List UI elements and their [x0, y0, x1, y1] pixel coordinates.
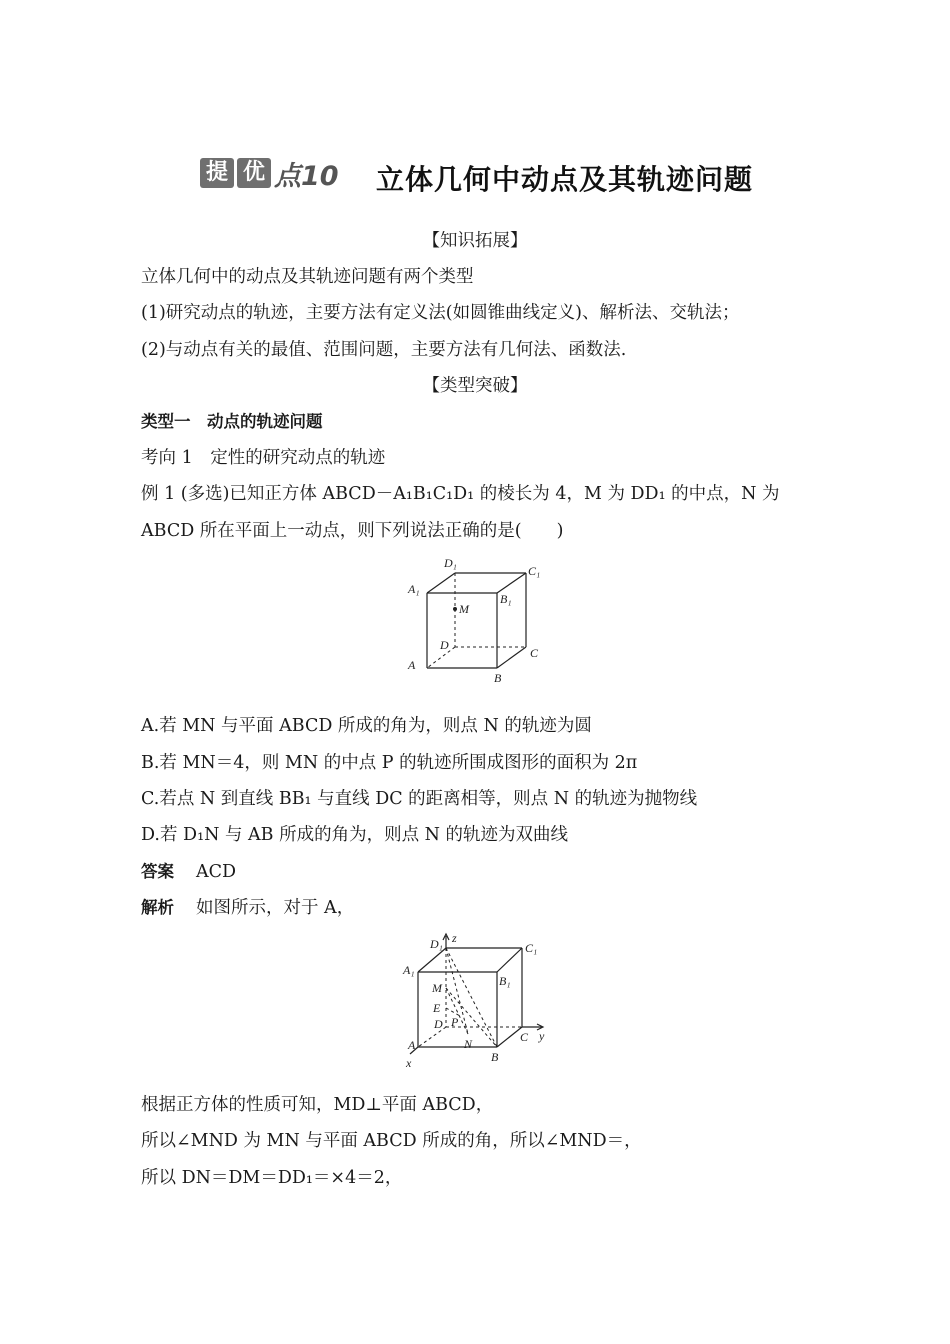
badge-label: 点10 [274, 161, 339, 192]
page-title: 立体几何中动点及其轨迹问题 [376, 163, 754, 196]
label-a: A [408, 658, 416, 672]
label-b: B [494, 671, 502, 685]
edge-a1d1 [418, 948, 446, 972]
badge-char-2: 优 [237, 158, 271, 188]
option-b: B.若 MN＝4，则 MN 的中点 P 的轨迹所围成图形的面积为 2π [141, 753, 638, 773]
label-c1: C₁ [525, 941, 538, 955]
point-m [453, 607, 457, 611]
label-d1: D₁ [444, 556, 457, 570]
label-b1: B₁ [499, 974, 511, 988]
label-z: z [452, 931, 457, 945]
label-e: E [433, 1001, 441, 1015]
option-a: A.若 MN 与平面 ABCD 所成的角为，则点 N 的轨迹为圆 [141, 716, 592, 736]
edge-c1b1 [497, 573, 526, 593]
page-header [0, 152, 950, 202]
label-m: M [459, 602, 469, 616]
label-d: D [440, 638, 449, 652]
edge-cb [497, 647, 526, 668]
label-a1: A₁ [403, 963, 415, 977]
solution-line-3: 所以 DN＝DM＝DD₁＝×4＝2， [141, 1168, 403, 1188]
types-heading: 【类型突破】 [422, 376, 528, 396]
label-b: B [491, 1050, 499, 1064]
label-p: P [451, 1015, 459, 1029]
knowledge-item-2: (2)与动点有关的最值、范围问题，主要方法有几何法、函数法. [141, 340, 627, 360]
label-x: x [406, 1056, 412, 1070]
type-1-heading: 类型一 动点的轨迹问题 [141, 412, 323, 431]
badge-char-1: 提 [200, 158, 234, 188]
label-c: C [530, 646, 539, 660]
label-d: D [434, 1017, 443, 1031]
option-d: D.若 D₁N 与 AB 所成的角为，则点 N 的轨迹为双曲线 [141, 825, 569, 845]
knowledge-heading: 【知识拓展】 [422, 231, 528, 251]
answer-label: 答案 [141, 862, 174, 881]
analysis-text: 如图所示，对于 A， [196, 898, 355, 918]
analysis-label: 解析 [141, 898, 174, 917]
option-c: C.若点 N 到直线 BB₁ 与直线 DC 的距离相等，则点 N 的轨迹为抛物线 [141, 789, 698, 809]
knowledge-intro: 立体几何中的动点及其轨迹问题有两个类型 [141, 267, 474, 287]
edge-a1d1 [427, 573, 455, 593]
answer-value: ACD [196, 862, 237, 882]
analysis-row [141, 896, 354, 920]
label-m: M [432, 981, 442, 995]
cube-figure-1 [400, 553, 560, 688]
edge-c1b1 [497, 948, 522, 972]
label-a: A [408, 1038, 416, 1052]
label-d1: D₁ [430, 937, 443, 951]
label-c: C [520, 1030, 529, 1044]
solution-line-1: 根据正方体的性质可知，MD⊥平面 ABCD， [141, 1095, 494, 1115]
edge-cb [497, 1027, 522, 1047]
direction-1-heading: 考向 1 定性的研究动点的轨迹 [141, 448, 386, 468]
solution-line-2: 所以∠MND 为 MN 与平面 ABCD 所成的角，所以∠MND＝， [141, 1131, 642, 1151]
label-n: N [464, 1037, 473, 1051]
knowledge-item-1: (1)研究动点的轨迹，主要方法有定义法(如圆锥曲线定义)、解析法、交轨法； [141, 303, 740, 323]
example-line-2: ABCD 所在平面上一动点，则下列说法正确的是( ) [141, 521, 564, 541]
label-y: y [539, 1029, 545, 1043]
cube-figure-2 [400, 930, 560, 1075]
example-line-1: 例 1 (多选)已知正方体 ABCD－A₁B₁C₁D₁ 的棱长为 4，M 为 DD₁ 的中点，N 为 [141, 484, 780, 504]
label-a1: A₁ [408, 582, 420, 596]
answer-row [141, 860, 236, 884]
label-c1: C₁ [528, 564, 541, 578]
label-b1: B₁ [500, 592, 512, 606]
